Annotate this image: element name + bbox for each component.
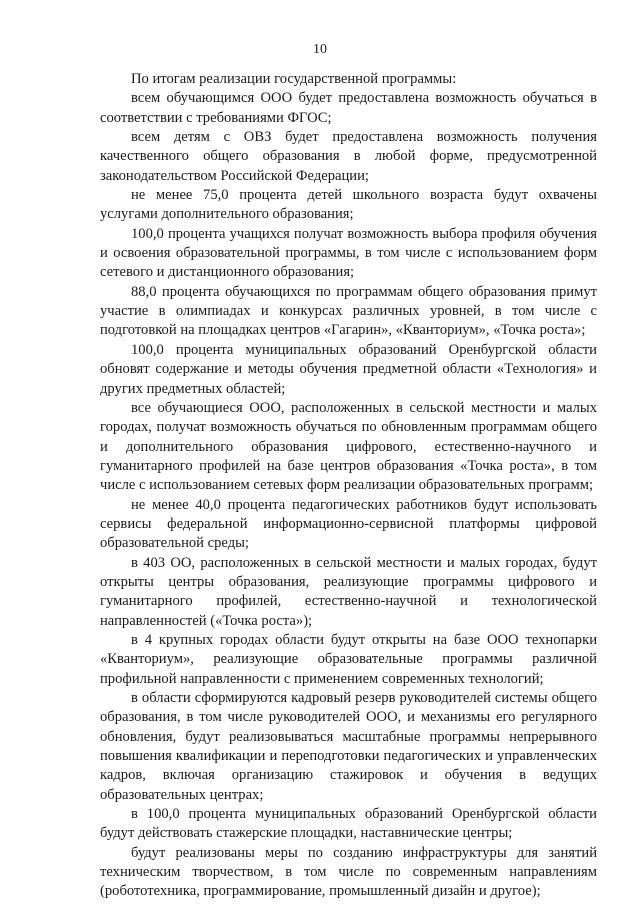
paragraph-olympiads: 88,0 процента обучающихся по программам общего образования примут участие в олимпиадах и конкурсах различных уровней, в том числе с подготовкой на площадках центров «Гагарин», «Кванториум», «Точка роста»; <box>100 283 597 339</box>
paragraph-personnel-reserve: в области сформируются кадровый резерв руководителей системы общего образования, в том числе руководителей ООО, и механизмы его регулярного обновления, будут реализовываться масштабные программы непрерывного повышения квалификации и переподготовки педагогических и управленческих кадров, включая организацию стажировок и обучения в ведущих образовательных центрах; <box>100 690 597 803</box>
paragraph-technology-subject: 100,0 процента муниципальных образований Оренбургской области обновят содержание и методы обучения предметной области «Технология» и других предметных областей; <box>100 341 597 397</box>
paragraph-tochka-rosta: в 403 ОО, расположенных в сельской местности и малых городах, будут открыты центры образования, реализующие программы цифрового и гуманитарного профилей, естественно-научной и технологической направленностей («Точка роста»); <box>100 554 597 629</box>
paragraph-ovz: всем детям с ОВЗ будет предоставлена возможность получения качественного общего образования в любой форме, предусмотренной законодательством Российской Федерации; <box>100 129 597 184</box>
paragraph-digital-platform: не менее 40,0 процента педагогических работников будут использовать сервисы федеральной информационно-сервисной платформы цифровой образовательной среды; <box>100 496 597 552</box>
paragraph-intro: По итогам реализации государственной программы: <box>131 71 457 87</box>
paragraph-additional-education: не менее 75,0 процента детей школьного возраста будут охвачены услугами дополнительного образования; <box>100 187 597 223</box>
page-number: 10 <box>313 42 327 57</box>
paragraph-fgos: всем обучающимся ООО будет предоставлена возможность обучаться в соответствии с требованиями ФГОС; <box>100 90 597 126</box>
paragraph-tech-infrastructure: будут реализованы меры по созданию инфраструктуры для занятий техническим творчеством, в том числе по современным направлениям (робототехника, программирование, промышленный дизайн и другое); <box>100 844 597 900</box>
paragraph-internship-sites: в 100,0 процента муниципальных образований Оренбургской области будут действовать стажерские площадки, наставнические центры; <box>100 806 597 842</box>
paragraph-rural-students: все обучающиеся ООО, расположенных в сельской местности и малых городах, получат возможность обучаться по обновленным программам общего и дополнительного образования цифрового, естественно-научного и гуманитарного профилей на базе центров образования «Точка роста», в том числе с использованием сетевых форм реализации образовательных программ; <box>100 399 597 494</box>
document-body <box>100 70 597 902</box>
paragraph-kvantorium: в 4 крупных городах области будут открыты на базе ООО технопарки «Кванториум», реализующие образовательные программы различной профильной направленности с применением современных технологий; <box>100 631 597 687</box>
paragraph-profile-choice: 100,0 процента учащихся получат возможность выбора профиля обучения и освоения образовательной программы, в том числе с использованием форм сетевого и дистанционного образования; <box>100 225 597 281</box>
